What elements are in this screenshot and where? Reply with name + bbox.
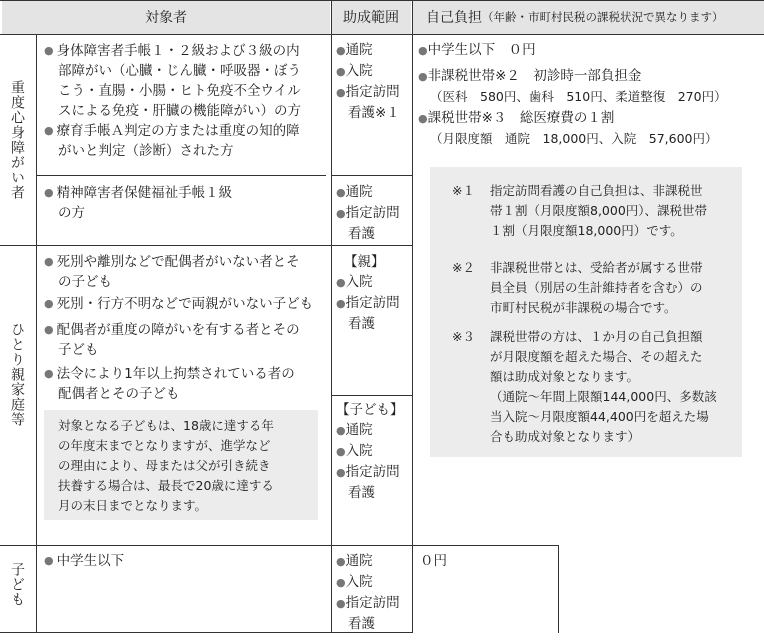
row-label-severe: 重度心身障がい者 bbox=[9, 80, 25, 200]
copay-item-3-head: 課税世帯※３ 総医療費の１割 bbox=[427, 110, 615, 126]
single-bullet-4-line-2: 配偶者とその子ども bbox=[58, 386, 180, 402]
bullet-icon: ● bbox=[336, 297, 346, 310]
copay-item-2-sub: （医科 580円、歯科 510円、柔道整復 270円） bbox=[430, 89, 727, 104]
bullet-icon: ● bbox=[336, 65, 346, 78]
bullet-icon: ● bbox=[336, 86, 346, 99]
note-2-line-1: 非課税世帯とは、受給者が属する世帯 bbox=[490, 260, 703, 275]
child-age-info-line-3: の理由により、母または父が引き続き bbox=[58, 458, 271, 473]
copay-item-2-head: 非課税世帯※２ 初診時一部負担金 bbox=[427, 68, 642, 84]
scope-parent-head: 【親】 bbox=[344, 254, 385, 270]
severe-scope-a-1: 通院 bbox=[345, 42, 373, 58]
note-1-num: ※１ bbox=[452, 183, 475, 198]
scope-child-2: 入院 bbox=[345, 443, 373, 459]
row-label-child: 子ども bbox=[9, 562, 25, 607]
bullet-icon: ● bbox=[336, 466, 346, 479]
header-copay-label: 自己負担 bbox=[426, 10, 482, 26]
notes-box bbox=[430, 167, 742, 457]
single-bullet-4 bbox=[44, 364, 329, 404]
scope-parent-3: 看護 bbox=[348, 316, 375, 332]
severe-bullet-1 bbox=[44, 41, 329, 121]
bullet-icon: ● bbox=[44, 297, 54, 310]
child-age-info-box bbox=[44, 410, 318, 520]
bullet-icon: ● bbox=[336, 424, 346, 437]
severe-scope-b bbox=[336, 182, 400, 244]
child-scope-4: 看護 bbox=[348, 616, 375, 632]
scope-child-4: 看護 bbox=[348, 485, 375, 501]
note-1-line-2: 帯１割（月限度額8,000円）、課税世帯 bbox=[490, 203, 708, 218]
single-bullet-3-line-1: 配偶者が重度の障がいを有する者とその bbox=[56, 322, 300, 338]
bullet-icon: ● bbox=[336, 276, 346, 289]
header-target bbox=[2, 0, 330, 34]
header-scope-label: 助成範囲 bbox=[343, 10, 399, 26]
copay-item-1-head: 中学生以下 ０円 bbox=[427, 42, 536, 58]
child-bullet-text: 中学生以下 bbox=[56, 553, 125, 569]
row-label-single-parent: ひとり親家庭等 bbox=[9, 322, 25, 427]
bullet-icon: ● bbox=[44, 124, 54, 137]
bullet-icon: ● bbox=[44, 44, 54, 57]
header-target-label: 対象者 bbox=[145, 10, 187, 26]
single-bullet-3-line-2: 子ども bbox=[58, 342, 99, 358]
header-scope bbox=[331, 0, 411, 34]
severe-scope-a-3: 指定訪問 bbox=[345, 84, 400, 100]
severe-scope-b-1: 通院 bbox=[345, 184, 373, 200]
child-copay: ０円 bbox=[420, 553, 447, 569]
severe-bullet-3-line-2: の方 bbox=[58, 205, 85, 221]
note-1-line-1: 指定訪問看護の自己負担は、非課税世 bbox=[490, 183, 703, 198]
note-3-num: ※３ bbox=[452, 329, 475, 344]
child-age-info-line-4: 扶養する場合は、最長で20歳に達する bbox=[58, 478, 274, 493]
severe-bullet-1-line-1: 身体障害者手帳１・２級および３級の内 bbox=[56, 43, 300, 59]
child-scope-2: 入院 bbox=[345, 574, 373, 590]
note-1-line-3: １割（月限度額18,000円）です。 bbox=[490, 223, 683, 238]
single-bullet-1-line-1: 死別や離別などで配偶者がいない者とそ bbox=[56, 254, 300, 270]
note-2-line-3: 市町村民税が非課税の場合です。 bbox=[490, 300, 677, 315]
severe-bullet-2-line-2: がいと判定（診断）された方 bbox=[58, 143, 234, 159]
child-age-info-line-1: 対象となる子どもは、18歳に達する年 bbox=[58, 418, 274, 433]
child-age-info-line-2: の年度末までとなりますが、進学など bbox=[58, 438, 271, 453]
copay-item-3-sub: （月限度額 通院 18,000円、入院 57,600円） bbox=[430, 131, 718, 146]
note-3-line-4: （通院～年間上限額144,000円、多数該 bbox=[490, 389, 717, 404]
note-2-num: ※２ bbox=[452, 260, 475, 275]
severe-bullet-2-line-1: 療育手帳Ａ判定の方または重度の知的障 bbox=[56, 123, 300, 139]
severe-bullet-2 bbox=[44, 121, 329, 161]
child-scope-1: 通院 bbox=[345, 553, 373, 569]
severe-bullet-1-line-4: スによる免疫・肝臓の機能障がい）の方 bbox=[58, 103, 301, 119]
bullet-icon: ● bbox=[336, 597, 346, 610]
note-3-line-2: が月限度額を超えた場合、その超えた bbox=[490, 349, 703, 364]
bullet-icon: ● bbox=[336, 445, 346, 458]
header-copay bbox=[412, 0, 764, 34]
child-scope bbox=[336, 551, 400, 634]
bullet-icon: ● bbox=[336, 186, 346, 199]
bullet-icon: ● bbox=[44, 554, 54, 567]
copay-item-3 bbox=[418, 108, 717, 149]
severe-scope-b-3: 看護 bbox=[348, 226, 375, 242]
scope-child-head: 【子ども】 bbox=[336, 402, 404, 418]
scope-child-3: 指定訪問 bbox=[345, 464, 400, 480]
note-2-line-2: 員全員（別居の生計維持者を含む）の bbox=[490, 280, 703, 295]
bullet-icon: ● bbox=[336, 555, 346, 568]
note-3-line-1: 課税世帯の方は、１か月の自己負担額 bbox=[490, 329, 703, 344]
severe-bullet-1-line-3: こう・直腸・小腸・ヒト免疫不全ウイル bbox=[58, 83, 301, 99]
single-bullet-4-line-1: 法令により1年以上拘禁されている者の bbox=[56, 366, 295, 382]
severe-bullet-1-line-2: 部障がい（心臓・じん臓・呼吸器・ぼう bbox=[58, 63, 301, 79]
child-bullet bbox=[44, 551, 124, 571]
note-3-line-3: 額は助成対象となります。 bbox=[490, 369, 640, 384]
bullet-icon: ● bbox=[336, 44, 346, 57]
scope-parent-2: 指定訪問 bbox=[345, 295, 400, 311]
note-3-line-5: 当入院～月限度額44,400円を超えた場 bbox=[490, 409, 709, 424]
scope-parent-1: 入院 bbox=[345, 274, 373, 290]
bullet-icon: ● bbox=[336, 207, 346, 220]
single-bullet-3 bbox=[44, 320, 329, 360]
severe-scope-a-2: 入院 bbox=[345, 63, 373, 79]
severe-scope-a bbox=[336, 40, 400, 123]
child-scope-3: 指定訪問 bbox=[345, 595, 400, 611]
copay-item-2 bbox=[418, 66, 727, 107]
severe-bullet-3-line-1: 精神障害者保健福祉手帳１級 bbox=[56, 185, 233, 201]
scope-child bbox=[336, 400, 404, 503]
bullet-icon: ● bbox=[336, 576, 346, 589]
bullet-icon: ● bbox=[44, 367, 54, 380]
severe-scope-b-2: 指定訪問 bbox=[345, 205, 400, 221]
note-3-line-6: 合も助成対象となります） bbox=[490, 429, 641, 444]
header-copay-note: （年齢・市町村民税の課税状況で異なります） bbox=[482, 10, 724, 24]
bullet-icon: ● bbox=[418, 44, 428, 57]
bullet-icon: ● bbox=[44, 186, 54, 199]
scope-child-1: 通院 bbox=[345, 422, 373, 438]
single-bullet-2-line-1: 死別・行方不明などで両親がいない子ども bbox=[56, 296, 314, 312]
bullet-icon: ● bbox=[418, 112, 428, 125]
scope-parent bbox=[336, 252, 400, 334]
child-age-info-line-5: 月の末日までとなります。 bbox=[58, 498, 208, 513]
single-bullet-1 bbox=[44, 252, 329, 292]
bullet-icon: ● bbox=[44, 255, 54, 268]
severe-scope-a-4: 看護※１ bbox=[348, 105, 400, 121]
single-bullet-2 bbox=[44, 294, 329, 314]
copay-item-1 bbox=[418, 40, 536, 61]
bullet-icon: ● bbox=[418, 70, 428, 83]
single-bullet-1-line-2: の子ども bbox=[58, 274, 112, 290]
bullet-icon: ● bbox=[44, 323, 54, 336]
severe-bullet-3 bbox=[44, 183, 329, 223]
